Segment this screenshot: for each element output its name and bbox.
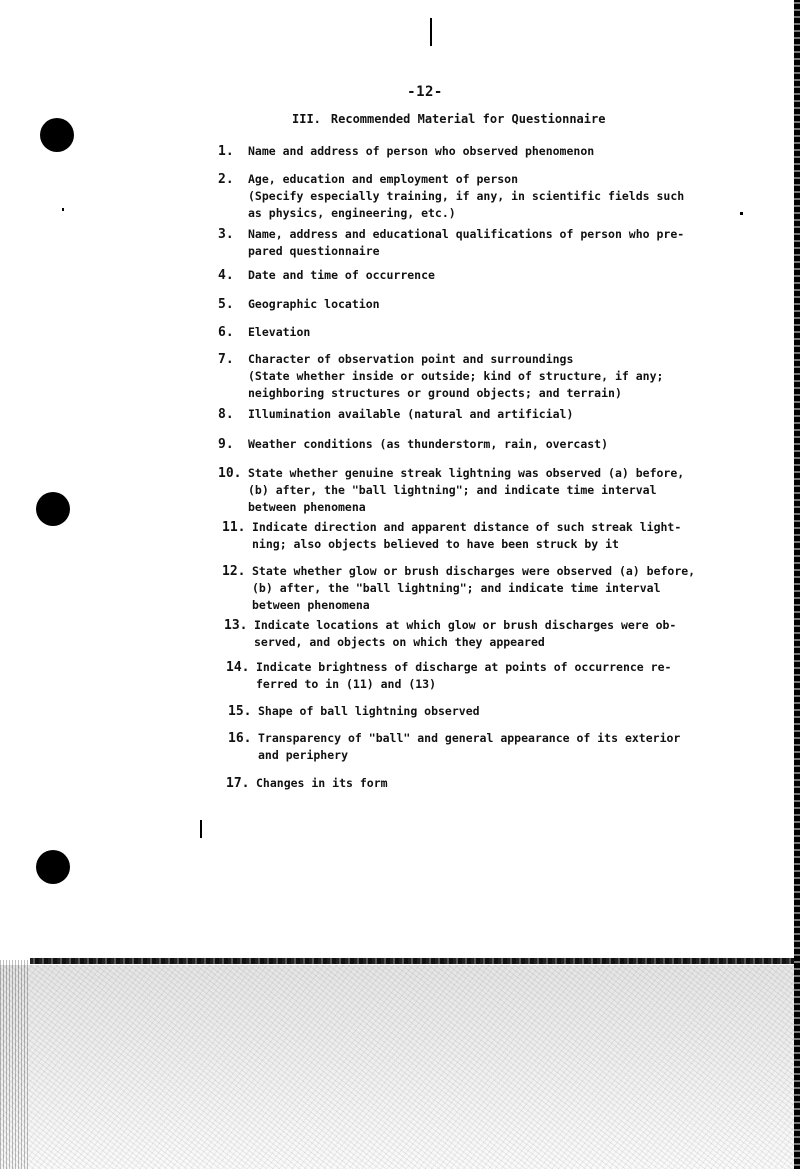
item-text: Age, education and employment of person (Specify especially training, if any, in scientific fields such as physics, engineering, etc.)	[248, 172, 685, 220]
section-heading	[292, 112, 605, 126]
list-item	[218, 143, 594, 160]
item-number: 11.	[222, 520, 246, 535]
item-text: Shape of ball lightning observed	[258, 704, 480, 718]
item-number: 3.	[218, 227, 234, 242]
scan-mark	[200, 820, 202, 838]
item-number: 13.	[224, 618, 248, 633]
scan-edge-line	[30, 958, 800, 964]
list-item	[218, 406, 573, 423]
item-number: 15.	[228, 704, 252, 719]
item-text: Date and time of occurrence	[248, 268, 435, 282]
scan-mark	[740, 212, 743, 215]
item-number: 5.	[218, 297, 234, 312]
item-number: 16.	[228, 731, 252, 746]
punch-hole-middle	[36, 492, 70, 526]
item-text: Geographic location	[248, 297, 380, 311]
item-text: Indicate locations at which glow or brush discharges were ob- served, and objects on which they appeared	[254, 618, 677, 649]
item-text: Elevation	[248, 325, 311, 339]
item-text: Indicate direction and apparent distance of such streak light- ning; also objects believed to have been struck by it	[252, 520, 682, 551]
item-number: 4.	[218, 268, 234, 283]
page-number: -12-	[407, 84, 443, 100]
list-item	[228, 703, 480, 720]
scan-edge-right	[794, 0, 800, 1169]
item-text: Weather conditions (as thunderstorm, rain, overcast)	[248, 437, 609, 451]
item-number: 12.	[222, 564, 246, 579]
scan-mark	[62, 208, 64, 211]
item-text: Name, address and educational qualifications of person who pre- pared questionnaire	[248, 227, 685, 258]
list-item	[226, 659, 671, 693]
list-item	[218, 171, 684, 222]
item-number: 14.	[226, 660, 250, 675]
item-number: 10.	[218, 466, 242, 481]
item-text: Name and address of person who observed phenomenon	[248, 144, 595, 158]
item-text: Illumination available (natural and artificial)	[248, 407, 574, 421]
item-number: 7.	[218, 352, 234, 367]
item-text: State whether glow or brush discharges were observed (a) before, (b) after, the "ball lightning"; and indicate time interval between phenomena	[252, 564, 696, 612]
item-text: Character of observation point and surroundings (State whether inside or outside; kind of structure, if any; neighboring structures or ground objects; and terrain)	[248, 352, 664, 400]
list-item	[218, 324, 310, 341]
list-item	[218, 465, 684, 516]
item-number: 9.	[218, 437, 234, 452]
punch-hole-bottom	[36, 850, 70, 884]
item-text: Indicate brightness of discharge at points of occurrence re- ferred to in (11) and (13)	[256, 660, 672, 691]
punch-hole-top	[40, 118, 74, 152]
item-number: 17.	[226, 776, 250, 791]
item-text: Transparency of "ball" and general appearance of its exterior and periphery	[258, 731, 681, 762]
item-number: 1.	[218, 144, 234, 159]
item-text: State whether genuine streak lightning was observed (a) before, (b) after, the "ball lightning"; and indicate time interval between phenomena	[248, 466, 685, 514]
list-item	[222, 563, 695, 614]
scan-edge-left	[0, 960, 30, 1169]
scan-mark	[430, 18, 432, 46]
list-item	[218, 267, 435, 284]
scan-noise-area	[0, 965, 800, 1169]
list-item	[218, 351, 663, 402]
item-text: Changes in its form	[256, 776, 388, 790]
item-number: 6.	[218, 325, 234, 340]
list-item	[222, 519, 681, 553]
section-numeral: III.	[292, 112, 321, 126]
list-item	[224, 617, 676, 651]
list-item	[218, 226, 684, 260]
list-item	[226, 775, 388, 792]
list-item	[228, 730, 680, 764]
list-item	[218, 296, 380, 313]
section-title: Recommended Material for Questionnaire	[330, 112, 606, 126]
item-number: 2.	[218, 172, 234, 187]
item-number: 8.	[218, 407, 234, 422]
list-item	[218, 436, 608, 453]
